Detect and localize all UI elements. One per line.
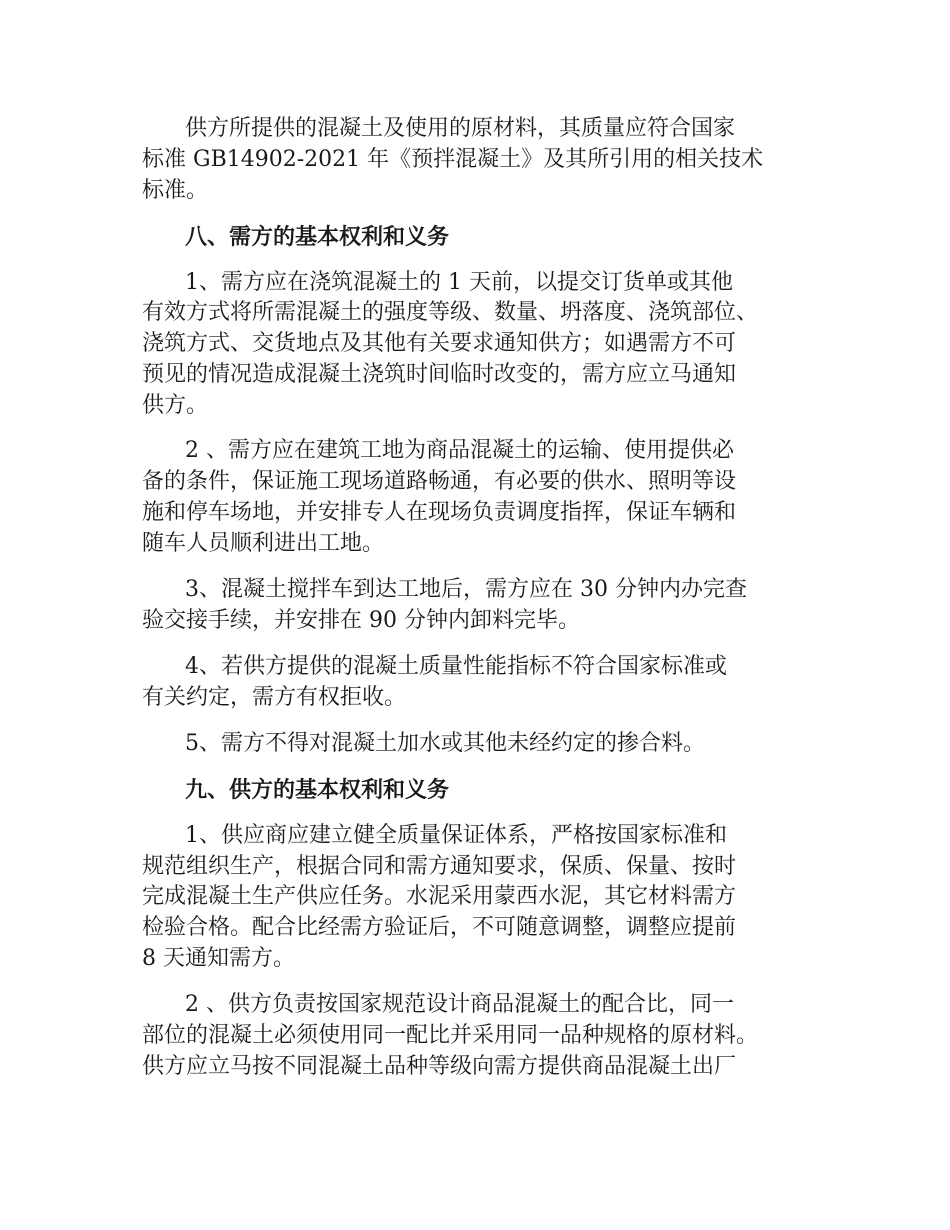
clause-8-1-line-1: 1、需方应在浇筑混凝土的 1 天前，以提交订货单或其他 (185, 270, 733, 295)
clause-8-1-line-4: 预见的情况造成混凝土浇筑时间临时改变的，需方应立马通知 (142, 362, 737, 387)
clause-8-1-line-2: 有效方式将所需混凝土的强度等级、数量、坍落度、浇筑部位、 (142, 300, 759, 325)
clause-9-1-line-1: 1、供应商应建立健全质量保证体系，严格按国家标准和 (185, 823, 727, 848)
clause-9-1-line-5: 8 天通知需方。 (142, 946, 295, 971)
clause-9-1-line-3: 完成混凝土生产供应任务。水泥采用蒙西水泥，其它材料需方 (142, 884, 737, 909)
clause-8-4-line-1: 4、若供方提供的混凝土质量性能指标不符合国家标准或 (185, 654, 727, 679)
clause-8-2-line-4: 随车人员顺利进出工地。 (142, 531, 385, 556)
clause-9-2-line-1: 2 、供方负责按国家规范设计商品混凝土的配合比，同一 (185, 992, 734, 1017)
clause-8-1-line-3: 浇筑方式、交货地点及其他有关要求通知供方；如遇需方不可 (142, 331, 737, 356)
paragraph-quality-line-3: 标准。 (142, 178, 209, 203)
clause-8-3-line-2: 验交接手续，并安排在 90 分钟内卸料完毕。 (142, 608, 580, 633)
section-heading-9: 九、供方的基本权利和义务 (185, 777, 450, 803)
clause-8-2-line-1: 2 、需方应在建筑工地为商品混凝土的运输、使用提供必 (185, 438, 734, 463)
clause-8-5-line-1: 5、需方不得对混凝土加水或其他未经约定的掺合料。 (185, 731, 705, 756)
section-heading-8: 八、需方的基本权利和义务 (185, 224, 450, 250)
clause-8-1-line-5: 供方。 (142, 393, 209, 418)
clause-9-2-line-2: 部位的混凝土必须使用同一配比并采用同一品种规格的原材料。 (142, 1023, 759, 1048)
clause-8-4-line-2: 有关约定，需方有权拒收。 (142, 685, 407, 710)
clause-9-1-line-4: 检验合格。配合比经需方验证后，不可随意调整，调整应提前 (142, 915, 737, 940)
clause-8-3-line-1: 3、混凝土搅拌车到达工地后，需方应在 30 分钟内办完查 (185, 577, 747, 602)
clause-9-1-line-2: 规范组织生产，根据合同和需方通知要求，保质、保量、按时 (142, 854, 737, 879)
clause-8-2-line-3: 施和停车场地，并安排专人在现场负责调度指挥，保证车辆和 (142, 500, 737, 525)
clause-8-2-line-2: 备的条件，保证施工现场道路畅通，有必要的供水、照明等设 (142, 469, 737, 494)
clause-9-2-line-3: 供方应立马按不同混凝土品种等级向需方提供商品混凝土出厂 (142, 1054, 737, 1079)
paragraph-quality-line-2: 标准 GB14902-2021 年《预拌混凝土》及其所引用的相关技术 (142, 147, 764, 172)
paragraph-quality-line-1: 供方所提供的混凝土及使用的原材料，其质量应符合国家 (185, 116, 736, 141)
